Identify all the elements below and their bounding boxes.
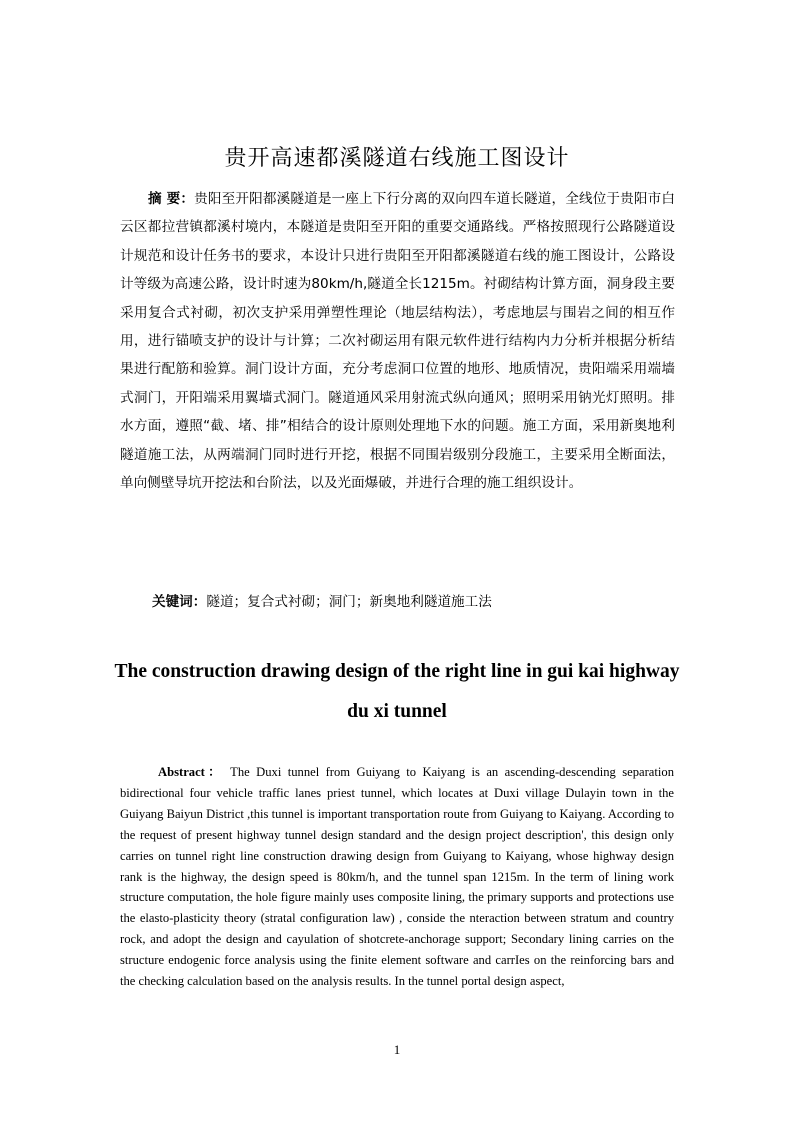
chinese-abstract-label: 摘 要： bbox=[148, 191, 195, 207]
chinese-abstract bbox=[120, 185, 675, 497]
chinese-keywords bbox=[152, 590, 672, 614]
chinese-keywords-text: 隧道；复合式衬砌；洞门；新奥地利隧道施工法 bbox=[206, 594, 492, 610]
english-abstract-text: The Duxi tunnel from Guiyang to Kaiyang is an ascending-descending separation bidirectional four vehicle traffic lanes priest tunnel, which locates at Duxi village Dulayin town in the Guiyang Baiyun District ,this tunnel is important transportation route from Guiyang to Kaiyang. According to the request of present highway tunnel design standard and the design project description', this design only carries on tunnel right line construction drawing design from Guiyang to Kaiyang, whose highway design rank is the highway, the design speed is 80km/h, and the tunnel span 1215m. In the term of lining work structure computation, the hole figure mainly uses composite lining, the primary supports and protections use the elasto-plasticity theory (stratal configuration law) , conside the nteraction between stratum and country rock, and adopt the design and cayulation of shotcrete-anchorage support; Secondary lining carries on the structure endogenic force analysis using the finite element software and carrIes on the reinforcing bars and the checking calculation based on the analysis results. In the tunnel portal design aspect, bbox=[120, 765, 674, 989]
english-abstract-label: Abstract： bbox=[158, 765, 224, 779]
chinese-title: 贵开高速都溪隧道右线施工图设计 bbox=[224, 146, 570, 171]
page-number: 1 bbox=[393, 1042, 401, 1057]
english-title: The construction drawing design of the right line in gui kai highway du xi tunnel bbox=[114, 661, 680, 722]
chinese-keywords-label: 关键词： bbox=[152, 594, 207, 610]
chinese-abstract-text: 贵阳至开阳都溪隧道是一座上下行分离的双向四车道长隧道，全线位于贵阳市白云区都拉营镇都溪村境内，本隧道是贵阳至开阳的重要交通路线。严格按照现行公路隧道设计规范和设计任务书的要求，本设计只进行贵阳至开阳都溪隧道右线的施工图设计，公路设计等级为高速公路，设计时速为80km/h,隧道全长1215m。衬砌结构计算方面，洞身段主要采用复合式衬砌，初次支护采用弹塑性理论（地层结构法），考虑地层与围岩之间的相互作用，进行锚喷支护的设计与计算；二次衬砌运用有限元软件进行结构内力分析并根据分析结果进行配筋和验算。洞门设计方面，充分考虑洞口位置的地形、地质情况，贵阳端采用端墙式洞门，开阳端采用翼墙式洞门。隧道通风采用射流式纵向通风；照明采用钠光灯照明。排水方面，遵照“截、堵、排”相结合的设计原则处理地下水的问题。施工方面，采用新奥地利隧道施工法，从两端洞门同时进行开挖，根据不同围岩级别分段施工，主要采用全断面法，单向侧壁导坑开挖法和台阶法，以及光面爆破，并进行合理的施工组织设计。 bbox=[120, 191, 676, 492]
english-abstract bbox=[120, 762, 674, 992]
